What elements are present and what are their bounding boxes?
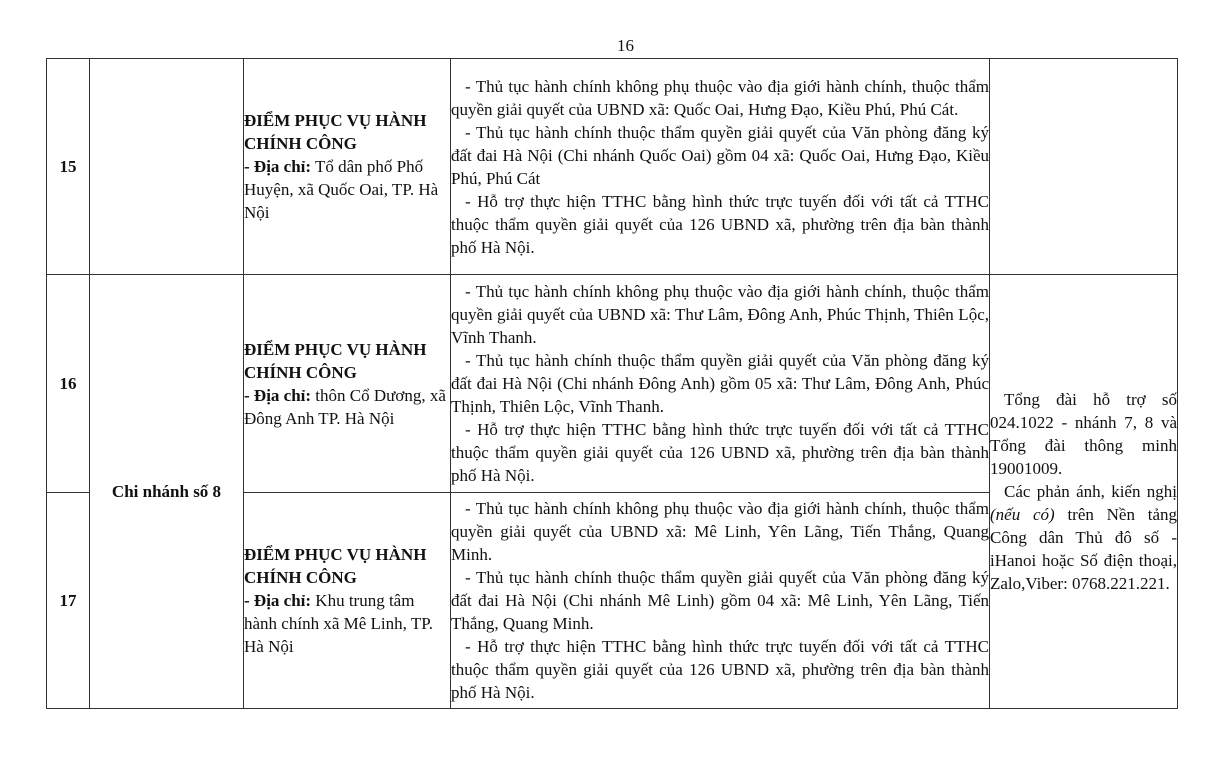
- service-point-title: ĐIỂM PHỤC VỤ HÀNH CHÍNH CÔNG: [244, 111, 427, 153]
- procedures-cell: [451, 59, 990, 275]
- address-text: Khu trung tâm hành chính xã Mê Linh, TP. Hà Nội: [244, 591, 434, 656]
- service-point-cell: [244, 275, 451, 493]
- procedure-item: - Thủ tục hành chính thuộc thẩm quyền giải quyết của Văn phòng đăng ký đất đai Hà Nội (Chi nhánh Quốc Oai) gồm 04 xã: Quốc Oai, Hưng Đạo, Kiều Phú, Phú Cát: [451, 122, 989, 188]
- service-point-cell: [244, 493, 451, 709]
- table-row: [47, 275, 1178, 493]
- address-text: Tổ dân phố Phố Huyện, xã Quốc Oai, TP. Hà Nội: [244, 157, 439, 222]
- procedure-item: - Hỗ trợ thực hiện TTHC bằng hình thức trực tuyến đối với tất cả TTHC thuộc thẩm quyền giải quyết của 126 UBND xã, phường trên địa bàn thành phố Hà Nội.: [451, 420, 989, 485]
- service-point-address: [244, 384, 450, 430]
- service-point-cell: [244, 59, 451, 275]
- branch-cell-empty: [90, 59, 244, 275]
- service-point-title: ĐIỂM PHỤC VỤ HÀNH CHÍNH CÔNG: [244, 339, 427, 382]
- service-point-address: [244, 155, 450, 224]
- address-text: thôn Cổ Dương, xã Đông Anh TP. Hà Nội: [244, 385, 446, 428]
- table-row: [47, 59, 1178, 275]
- procedure-item: - Thủ tục hành chính không phụ thuộc vào địa giới hành chính, thuộc thẩm quyền giải quyết của UBND xã: Quốc Oai, Hưng Đạo, Kiều Phú, Phú Cát.: [451, 76, 989, 119]
- branch-name: Chi nhánh số 8: [90, 275, 244, 709]
- feedback-italic: (nếu có): [990, 505, 1055, 524]
- row-number: 15: [47, 59, 90, 275]
- address-label: - Địa chỉ:: [244, 157, 312, 176]
- service-point-address: [244, 589, 450, 658]
- feedback-after: trên Nền tảng Công dân Thủ đô số - iHanoi hoặc Số điện thoại, Zalo,Viber: 0768.221.221.: [990, 505, 1177, 593]
- service-point-title: ĐIỂM PHỤC VỤ HÀNH CHÍNH CÔNG: [244, 545, 427, 587]
- procedure-item: - Hỗ trợ thực hiện TTHC bằng hình thức trực tuyến đối với tất cả TTHC thuộc thẩm quyền giải quyết của 126 UBND xã, phường trên địa bàn thành phố Hà Nội.: [451, 191, 989, 257]
- feedback-text: [990, 480, 1177, 595]
- service-points-table: [46, 58, 1178, 709]
- procedure-item: - Thủ tục hành chính thuộc thẩm quyền giải quyết của Văn phòng đăng ký đất đai Hà Nội (Chi nhánh Đông Anh) gồm 05 xã: Thư Lâm, Đông Anh, Phúc Thịnh, Thiên Lộc, Vĩnh Thanh.: [451, 351, 989, 416]
- procedures-cell: [451, 275, 990, 493]
- procedures-cell: [451, 493, 990, 709]
- address-label: - Địa chỉ:: [244, 591, 312, 610]
- row-number: 17: [47, 493, 90, 709]
- address-label: - Địa chỉ:: [244, 385, 312, 405]
- procedure-item: - Thủ tục hành chính không phụ thuộc vào địa giới hành chính, thuộc thẩm quyền giải quyết của UBND xã: Mê Linh, Yên Lãng, Tiến Thắng, Quang Minh.: [451, 499, 989, 564]
- page-number: 16: [617, 36, 634, 55]
- feedback-before: Các phản ánh, kiến nghị: [1004, 482, 1177, 501]
- hotline-text: Tổng đài hỗ trợ số 024.1022 - nhánh 7, 8 và Tổng đài thông minh 19001009.: [990, 390, 1177, 478]
- row-number: 16: [47, 275, 90, 493]
- contact-cell-empty: [990, 59, 1178, 275]
- contact-info-cell: [990, 275, 1178, 709]
- procedure-item: - Thủ tục hành chính thuộc thẩm quyền giải quyết của Văn phòng đăng ký đất đai Hà Nội (Chi nhánh Mê Linh) gồm 04 xã: Mê Linh, Yên Lãng, Tiến Thắng, Quang Minh.: [451, 568, 989, 633]
- procedure-item: - Thủ tục hành chính không phụ thuộc vào địa giới hành chính, thuộc thẩm quyền giải quyết của UBND xã: Thư Lâm, Đông Anh, Phúc Thịnh, Thiên Lộc, Vĩnh Thanh.: [451, 282, 989, 347]
- procedure-item: - Hỗ trợ thực hiện TTHC bằng hình thức trực tuyến đối với tất cả TTHC thuộc thẩm quyền giải quyết của 126 UBND xã, phường trên địa bàn thành phố Hà Nội.: [451, 637, 989, 702]
